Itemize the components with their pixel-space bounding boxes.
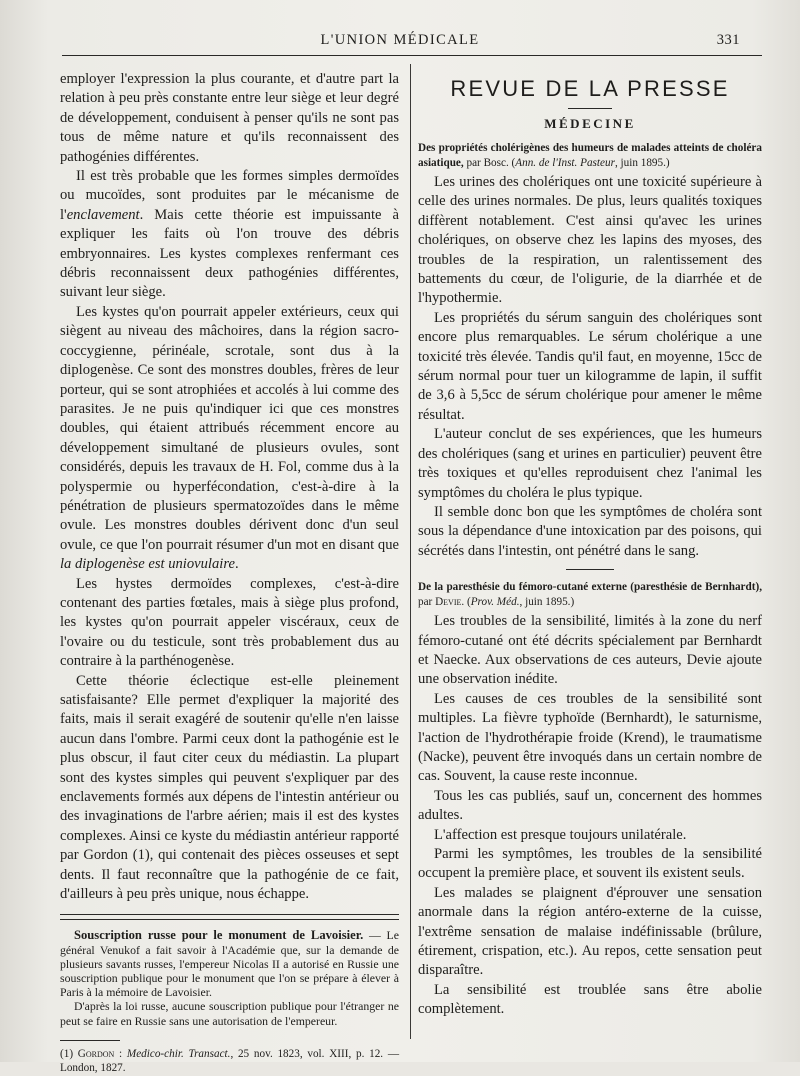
paragraph: L'affection est presque toujours unilatérale.	[434, 826, 687, 843]
footnote-marker: (1)	[60, 1047, 78, 1060]
footnote-source: Medico-chir. Transact.	[126, 1047, 231, 1060]
paragraph: L'auteur conclut de ses expériences, que les humeurs des cholériques (sang et urines en particulier) peuvent être très toxiques et qu'elles reproduisent chez l'animal les symptômes du choléra le plus typique.	[418, 426, 762, 501]
article-title: De la paresthésie du fémoro-cutané externe (paresthésie de Bernhardt),	[418, 581, 762, 594]
footnote-rule	[60, 1040, 120, 1041]
notice-paragraph	[60, 928, 399, 999]
article-date: , juin 1895.)	[519, 596, 575, 609]
article-heading	[418, 580, 762, 610]
paragraph	[60, 167, 399, 303]
article-heading	[418, 141, 762, 171]
left-column	[60, 70, 399, 1076]
notice-paragraph: D'après la loi russe, aucune souscription publique pour l'étranger ne peut se faire en Russie sans une autorisation de l'empereur.	[60, 999, 399, 1028]
article-separator	[566, 569, 614, 570]
column-divider	[410, 64, 411, 1039]
header-rule	[62, 55, 762, 56]
notice-text: — Le général Venukof a fait savoir à l'Académie que, sur la demande de plusieurs savants russes, l'empereur Nicolas II a autorisé en Russie une souscription publique pour le monument que l'on se prépare à élever à Paris à la mémoire de Lavoisier.	[60, 928, 399, 1000]
journal-title: L'UNION MÉDICALE	[320, 32, 480, 48]
article-by: par	[418, 596, 436, 609]
paragraph: Il semble donc bon que les symptômes de choléra sont sous la dépendance d'une intoxication par des poisons, qui sécrétés dans l'intestin, ont pénétré dans le sang.	[418, 503, 762, 559]
section-title: REVUE DE LA PRESSE	[450, 76, 730, 101]
footnote-rest: , 25 nov. 1823, vol. XIII, p. 12. — London, 1827.	[60, 1047, 400, 1075]
article-source: Ann. de l'Inst. Pasteur	[515, 157, 615, 169]
title-rule	[568, 108, 612, 109]
article-by: par Bosc. (	[463, 157, 516, 169]
paragraph: Tous les cas publiés, sauf un, concernent des hommes adultes.	[418, 787, 762, 824]
paragraph: Les malades se plaignent d'éprouver une sensation anormale dans la région antéro-externe de la cuisse, l'extrême sensation de malaise indéfinissable (brûlure, étirement, crispation, etc.). Au repos, cette sensation peut disparaître.	[418, 884, 762, 979]
paragraph: Les urines des cholériques ont une toxicité supérieure à celle des urines normales. De plus, leurs qualités toxiques diffèrent notablement. C'est ainsi qu'avec les urines cholériques, on observe chez les lapins des myoses, des troubles de la respiration, un ralentissement des battements du cœur, de l'oligurie, de la diarrhée et de l'hypothermie.	[418, 174, 762, 307]
section-double-rule	[60, 914, 399, 920]
text-run: Les kystes qu'on pourrait appeler extérieurs, ceux qui siègent au niveau des mâchoires, dans la région sacro-coccygienne, périnéale, scrotale, sont dus à la diplogenèse. Ce sont des monstres doubles, frères de leur porteur, qui se sont atrophiées et accolés à lui comme des parasites. Je ne puis qu'indiquer ici que ces monstres doubles, qui étaient attribués récemment encore au développement simultané de plusieurs ovules, sont considérés, depuis les travaux de H. Fol, comme dus à la polyspermie ou hyperfécondation, c'est-à-dire à la pénétration de plusieurs spermatozoïdes dans le même ovule. Les monstres doubles dérivent donc d'un seul ovule, ce que l'on pourrait résumer d'un mot en disant que	[60, 303, 399, 553]
paragraph	[60, 303, 399, 575]
footnote-sep: :	[114, 1047, 127, 1060]
notice-title: Souscription russe pour le monument de Lavoisier.	[74, 928, 364, 943]
footnote-author: Gordon	[77, 1047, 115, 1060]
article-mid: . (	[461, 596, 471, 609]
article-title: Des propriétés cholérigènes des humeurs de malades atteints de choléra asiatique,	[418, 142, 762, 169]
footnote	[60, 1047, 399, 1076]
paragraph: Les hystes dermoïdes complexes, c'est-à-dire contenant des parties fœtales, mais à siège plus profond, les kystes qu'on pourrait appeler viscéraux, ceux de l'ovaire ou du testicule, sont très probablement dus au contraire à la parthénogenèse.	[60, 575, 399, 670]
right-column	[418, 70, 762, 1020]
text-run: Il est très probable que les formes simples dermoïdes ou mucoïdes, sont produites par le mécanisme de l'	[60, 168, 399, 223]
paragraph: Cette théorie éclectique est-elle pleinement satisfaisante? Elle permet d'expliquer la majorité des faits, mais il serait exagéré de soutenir qu'elle n'en laisse aucun dans l'ombre. Parmi ceux dont la pathogénie est le plus obscur, il faut citer ceux du médiastin. La plupart sont des kystes simples qui peuvent s'expliquer par des enclavements formés aux dépens de l'intestin antérieur ou des invaginations de l'arbre aérien; mais il est des kystes complexes. Ainsi ce kyste du médiastin antérieur rapporté par Gordon (1), qui contenait des pièces osseuses et sept dents. Il faut reconnaître que la pathogénie de ce fait, d'ailleurs à peu près unique, nous échappe.	[60, 672, 399, 903]
lavoisier-notice	[60, 928, 399, 1027]
italic-term: enclavement	[66, 206, 140, 223]
paragraph: Les troubles de la sensibilité, limités à la zone du nerf fémoro-cutané ont été décrits spécialement par Bernhardt et Naecke. Aux observations de ces auteurs, Devie ajoute une observation inédite.	[418, 613, 762, 688]
text-run: .	[234, 556, 239, 573]
text-run: . Mais cette théorie est impuissante à expliquer les faits où l'on trouve des débris embryonnaires. Les kystes complexes renfermant ces débris reconnaissent deux pathogénies différentes, suivant leur siège.	[60, 206, 399, 301]
article-source: Prov. Méd.	[470, 596, 520, 609]
subsection-title: MÉDECINE	[544, 116, 636, 131]
article-author: Devie	[435, 596, 462, 609]
page-number: 331	[716, 32, 740, 48]
article-date: , juin 1895.)	[614, 157, 670, 169]
italic-term: la diplogenèse est uniovulaire	[60, 556, 235, 573]
paragraph: employer l'expression la plus courante, et d'autre part la relation à peu près constante entre leur siège et leur degré de développement, conduisent à penser qu'ils ne sont pas tous de même nature et qu'ils reconnaissent des pathogénies différentes.	[60, 71, 399, 165]
paragraph: Les causes de ces troubles de la sensibilité sont multiples. La fièvre typhoïde (Bernhardt), le saturnisme, l'action de l'hydrothérapie froide (Krend), le traumatisme (Nacke), peuvent être invoqués dans un certain nombre de cas. Souvent, la cause reste inconnue.	[418, 690, 762, 785]
running-head	[0, 32, 800, 54]
paragraph: La sensibilité est troublée sans être abolie complètement.	[418, 981, 762, 1018]
paragraph: Parmi les symptômes, les troubles de la sensibilité occupent la première place, et souvent ils existent seuls.	[418, 846, 762, 882]
paragraph: Les propriétés du sérum sanguin des cholériques sont encore plus remarquables. Le sérum cholérique a une toxicité très élevée. Tandis qu'il faut, en moyenne, 15cc de sérum normal pour tuer un kilogramme de lapin, il suffit de 3,6 à 5,5cc de sérum cholérique pour amener le même résultat.	[418, 309, 762, 423]
